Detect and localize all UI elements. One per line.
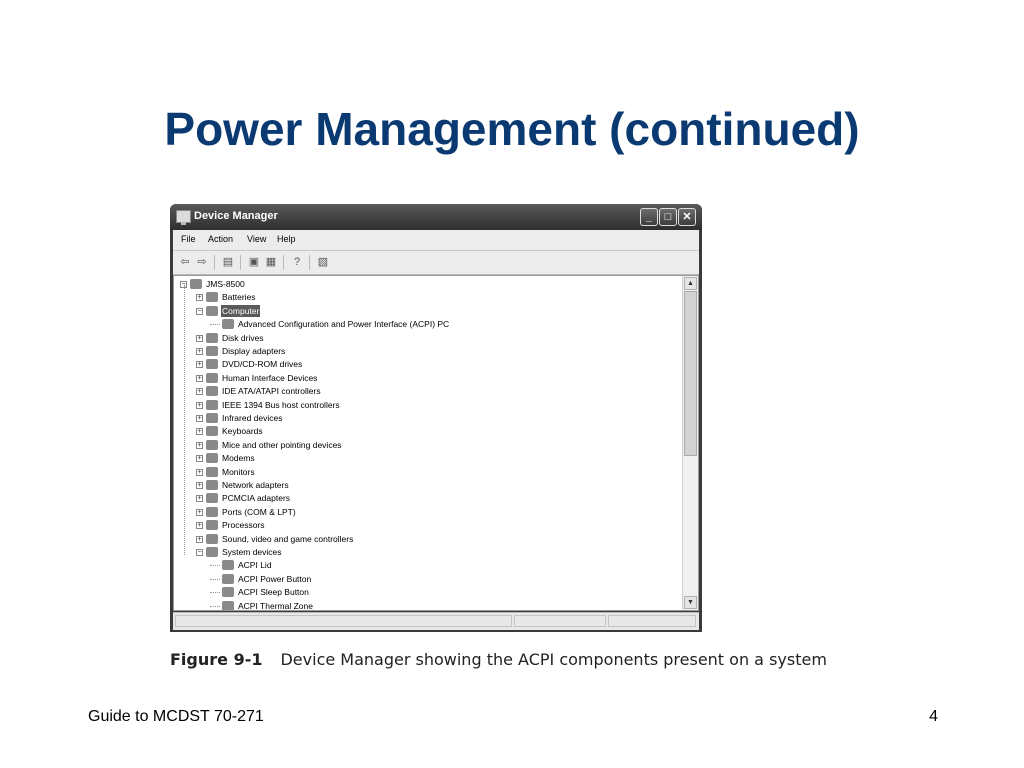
tree-connector xyxy=(210,606,220,607)
expand-icon[interactable]: + xyxy=(197,495,202,503)
minimize-button[interactable]: _ xyxy=(640,208,658,226)
keyboard-icon xyxy=(206,426,218,436)
toolbar-separator xyxy=(309,255,310,270)
toolbar xyxy=(173,251,699,275)
expand-icon[interactable]: + xyxy=(197,441,202,449)
toolbar-separator xyxy=(283,255,284,270)
port-icon xyxy=(206,507,218,517)
cdrom-icon xyxy=(206,359,218,369)
collapse-icon[interactable]: − xyxy=(197,307,202,315)
tree-connector xyxy=(210,592,220,593)
scroll-down-button[interactable]: ▼ xyxy=(684,596,697,609)
tree-node-label[interactable]: ACPI Thermal Zone xyxy=(238,600,313,611)
expand-icon[interactable]: + xyxy=(197,508,202,516)
maximize-button[interactable]: □ xyxy=(659,208,677,226)
scan-hardware-icon[interactable]: ▧ xyxy=(317,256,329,268)
device-icon xyxy=(222,560,234,570)
expand-icon[interactable]: + xyxy=(197,415,202,422)
status-bar xyxy=(173,612,699,630)
print-icon[interactable]: ▦ xyxy=(265,256,277,268)
monitor-icon xyxy=(206,467,218,477)
figure-caption xyxy=(170,650,827,669)
menu-help[interactable]: Help xyxy=(277,234,296,244)
forward-arrow-icon[interactable]: ⇨ xyxy=(197,256,207,268)
status-segment xyxy=(514,615,606,627)
figure-number: Figure 9-1 xyxy=(170,650,263,669)
mouse-icon xyxy=(206,440,218,450)
page-number: 4 xyxy=(929,708,938,725)
expand-icon[interactable]: + xyxy=(197,428,202,436)
expand-icon[interactable]: + xyxy=(197,348,202,355)
tree-node-label[interactable]: Network adapters xyxy=(222,480,289,490)
device-tree xyxy=(173,275,699,611)
modem-icon xyxy=(206,453,218,463)
close-button[interactable]: ✕ xyxy=(678,208,696,226)
menu-action[interactable]: Action xyxy=(208,234,234,244)
menu-file[interactable]: File xyxy=(181,234,196,244)
ieee1394-icon xyxy=(206,400,218,410)
expand-icon[interactable]: + xyxy=(197,361,202,369)
device-icon xyxy=(222,587,234,597)
device-icon xyxy=(222,319,234,329)
display-icon xyxy=(206,346,218,356)
expand-icon[interactable]: + xyxy=(197,535,202,543)
expand-icon[interactable]: + xyxy=(197,468,202,476)
tree-node-label[interactable]: IEEE 1394 Bus host controllers xyxy=(222,399,340,410)
tree-node-label[interactable]: Ports (COM & LPT) xyxy=(222,506,296,517)
tree-node-label[interactable]: Mice and other pointing devices xyxy=(222,439,342,450)
properties-icon[interactable]: ▣ xyxy=(248,256,260,268)
device-manager-icon xyxy=(176,210,191,223)
tree-node-label[interactable]: ACPI Lid xyxy=(238,560,272,571)
device-icon xyxy=(222,601,234,611)
expand-icon[interactable]: + xyxy=(197,374,202,382)
status-segment xyxy=(175,615,512,627)
menu-bar xyxy=(173,230,699,251)
expand-icon[interactable]: + xyxy=(197,482,202,489)
tree-node-label[interactable]: Monitors xyxy=(222,466,255,477)
processor-icon xyxy=(206,520,218,530)
expand-icon[interactable]: + xyxy=(197,294,202,302)
infrared-icon xyxy=(206,413,218,423)
tree-node-label[interactable]: JMS-8500 xyxy=(206,279,245,289)
window-title: Device Manager xyxy=(194,210,278,222)
figure-caption-text: Device Manager showing the ACPI components present on a system xyxy=(280,650,827,669)
pcmcia-icon xyxy=(206,493,218,503)
menu-view[interactable]: View xyxy=(247,234,267,244)
tree-node-label[interactable]: ACPI Power Button xyxy=(238,573,312,584)
tree-node-label[interactable]: ACPI Sleep Button xyxy=(238,587,309,598)
title-bar[interactable] xyxy=(170,204,702,230)
computer-icon xyxy=(206,306,218,316)
tree-connector xyxy=(210,579,220,580)
expand-icon[interactable]: + xyxy=(197,388,202,396)
system-icon xyxy=(206,547,218,557)
toolbar-separator xyxy=(240,255,241,270)
network-icon xyxy=(206,480,218,490)
show-hide-tree-icon[interactable]: ▤ xyxy=(222,256,234,268)
tree-connector xyxy=(210,324,220,325)
scroll-thumb[interactable] xyxy=(684,291,697,456)
tree-connector xyxy=(210,565,220,566)
tree-node-label[interactable]: DVD/CD-ROM drives xyxy=(222,359,303,370)
vertical-scrollbar[interactable] xyxy=(682,276,698,610)
collapse-icon[interactable]: − xyxy=(181,281,186,288)
help-icon[interactable]: ? xyxy=(293,256,301,268)
hid-icon xyxy=(206,373,218,383)
tree-node-label[interactable]: Display adapters xyxy=(222,346,286,356)
tree-node-label[interactable]: Sound, video and game controllers xyxy=(222,533,354,544)
tree-node-label[interactable]: Computer xyxy=(222,305,260,316)
tree-node-label[interactable]: PCMCIA adapters xyxy=(222,493,291,504)
slide-title: Power Management (continued) xyxy=(164,103,860,155)
tree-node-label[interactable]: System devices xyxy=(222,547,282,557)
tree-connector xyxy=(184,285,185,555)
device-manager-window xyxy=(170,204,702,632)
tree-node-label[interactable]: Human Interface Devices xyxy=(222,372,318,383)
device-icon xyxy=(222,574,234,584)
battery-icon xyxy=(206,292,218,302)
scroll-up-button[interactable]: ▲ xyxy=(684,277,697,290)
back-arrow-icon[interactable]: ⇦ xyxy=(180,256,190,268)
tree-node-label[interactable]: Disk drives xyxy=(222,332,264,343)
tree-node-label[interactable]: IDE ATA/ATAPI controllers xyxy=(222,386,321,397)
tree-node-label[interactable]: Batteries xyxy=(222,292,256,303)
tree-node-label[interactable]: Processors xyxy=(222,520,265,531)
status-segment xyxy=(608,615,696,627)
collapse-icon[interactable]: − xyxy=(197,549,202,556)
tree-node-label[interactable]: Advanced Configuration and Power Interface (ACPI) PC xyxy=(238,319,450,330)
tree-node-label[interactable]: Keyboards xyxy=(222,426,263,437)
tree-node-label[interactable]: Infrared devices xyxy=(222,413,283,423)
expand-icon[interactable]: + xyxy=(197,522,202,530)
expand-icon[interactable]: + xyxy=(197,334,202,342)
disk-icon xyxy=(206,333,218,343)
footer-course-title: Guide to MCDST 70-271 xyxy=(88,708,264,725)
expand-icon[interactable]: + xyxy=(197,455,202,463)
toolbar-separator xyxy=(214,255,215,270)
sound-icon xyxy=(206,534,218,544)
ide-icon xyxy=(206,386,218,396)
computer-icon xyxy=(190,279,202,289)
expand-icon[interactable]: + xyxy=(197,401,202,409)
tree-node-label[interactable]: Modems xyxy=(222,453,255,464)
